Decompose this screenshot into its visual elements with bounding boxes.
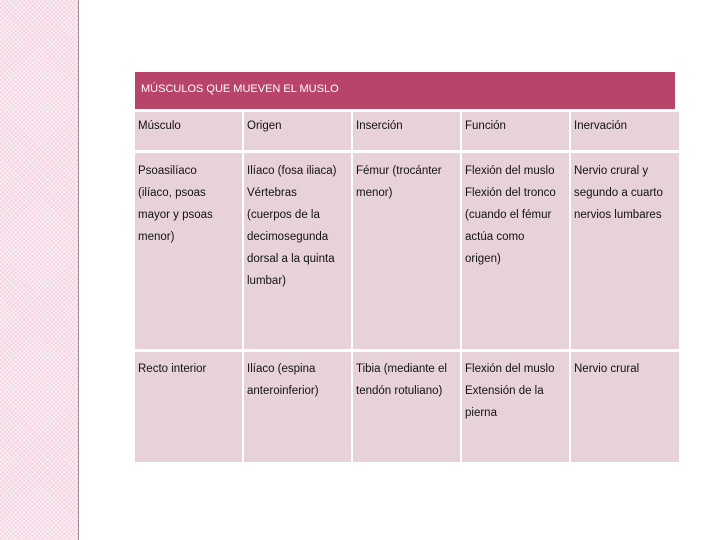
header-insercion: Inserción (353, 112, 460, 150)
cell-line: Ilíaco (espina (247, 363, 316, 375)
cell-musculo (135, 153, 242, 349)
cell-funcion (462, 352, 569, 462)
cell-line: anteroinferior) (247, 385, 319, 397)
decorative-side-strip (0, 0, 79, 540)
cell-line: (ilíaco, psoas (138, 187, 206, 199)
header-inervacion: Inervación (571, 112, 679, 150)
cell-line: segundo a cuarto (574, 187, 663, 199)
cell-line: Fémur (trocánter (356, 165, 442, 177)
table-row (135, 153, 679, 349)
cell-line: Tibia (mediante el (356, 363, 447, 375)
cell-line: tendón rotuliano) (356, 385, 443, 397)
cell-line: menor) (356, 187, 393, 199)
muscle-table (133, 109, 681, 462)
cell-line: actúa como (465, 231, 525, 243)
cell-line: Extensión de la (465, 385, 544, 397)
cell-line: Nervio crural (574, 363, 640, 375)
cell-line: nervios lumbares (574, 209, 662, 221)
cell-line: (cuerpos de la (247, 209, 320, 221)
table-header-row (135, 112, 679, 150)
header-musculo: Músculo (135, 112, 242, 150)
cell-line: mayor y psoas (138, 209, 213, 221)
cell-line: (cuando el fémur (465, 209, 552, 221)
cell-line: Psoasilíaco (138, 165, 197, 177)
cell-line: lumbar) (247, 275, 286, 287)
cell-line: Nervio crural y (574, 165, 649, 177)
cell-line: origen) (465, 253, 501, 265)
cell-insercion (353, 153, 460, 349)
cell-musculo (135, 352, 242, 462)
header-origen: Origen (244, 112, 351, 150)
cell-origen (244, 153, 351, 349)
cell-line: menor) (138, 231, 175, 243)
cell-line: pierna (465, 407, 497, 419)
cell-line: Recto interior (138, 363, 207, 375)
cell-line: Flexión del muslo (465, 165, 555, 177)
cell-line: decimosegunda (247, 231, 329, 243)
cell-line: Ilíaco (fosa iliaca) (247, 165, 337, 177)
muscle-table-container (135, 72, 675, 462)
cell-line: dorsal a la quinta (247, 253, 335, 265)
cell-insercion (353, 352, 460, 462)
table-row (135, 352, 679, 462)
side-divider (78, 0, 79, 540)
cell-origen (244, 352, 351, 462)
cell-line: Vértebras (247, 187, 297, 199)
cell-funcion (462, 153, 569, 349)
cell-inervacion (571, 352, 679, 462)
table-title: MÚSCULOS QUE MUEVEN EL MUSLO (135, 72, 675, 109)
cell-line: Flexión del muslo (465, 363, 555, 375)
cell-inervacion (571, 153, 679, 349)
cell-line: Flexión del tronco (465, 187, 556, 199)
header-funcion: Función (462, 112, 569, 150)
